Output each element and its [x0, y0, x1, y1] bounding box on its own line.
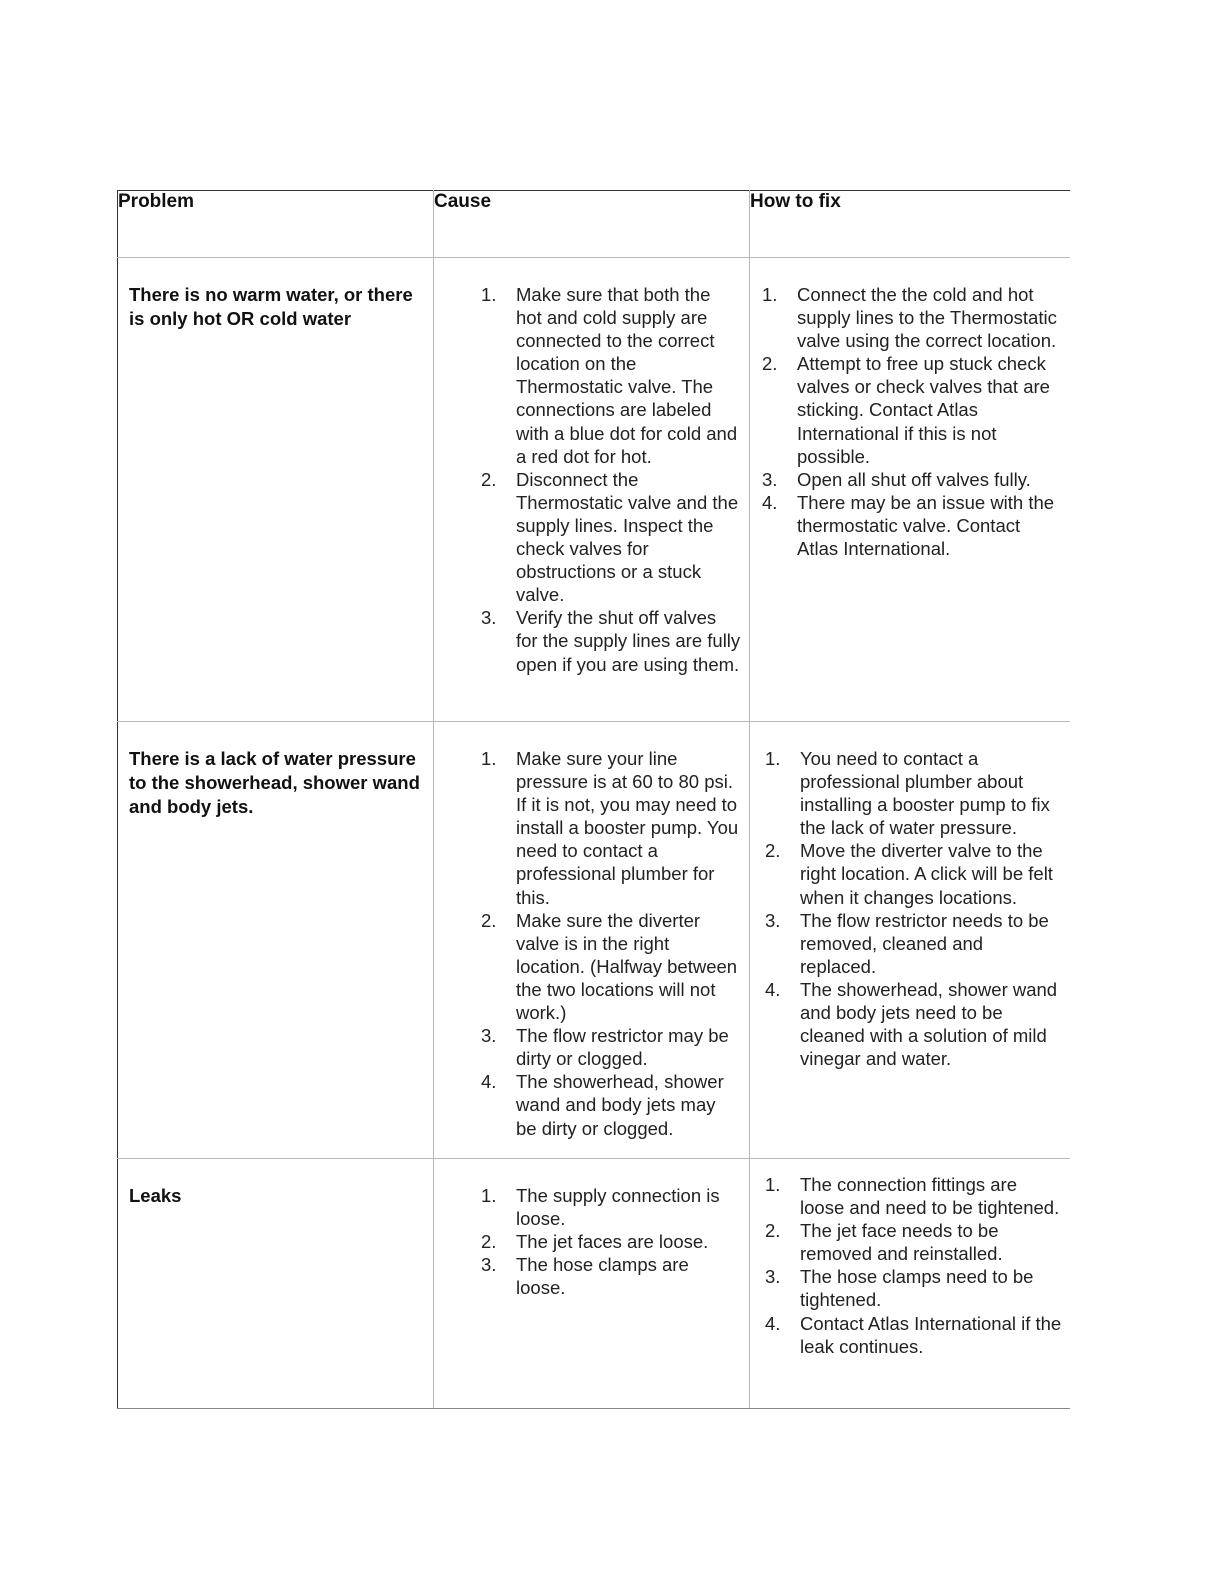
header-problem: Problem: [118, 191, 434, 258]
table-row: [118, 258, 1070, 722]
fix-list: [750, 747, 1070, 1070]
list-item: 2. The jet face needs to be removed and reinstalled.: [765, 1220, 1003, 1265]
list-item: 4. The showerhead, shower wand and body jets need to be cleaned with a solution of mild vinegar and water.: [765, 978, 1058, 1070]
list-item: 3. The flow restrictor may be dirty or clogged.: [481, 1025, 729, 1070]
list-item: 1. The supply connection is loose.: [481, 1185, 720, 1230]
list-item: 3. Verify the shut off valves for the supply lines are fully open if you are using them.: [481, 607, 741, 675]
fix-cell: [750, 1159, 1070, 1409]
list-item: 2. Attempt to free up stuck check valves or check valves that are sticking. Contact Atlas International if this is not possible.: [762, 353, 1050, 467]
table-row: [118, 722, 1070, 1159]
cause-list: [434, 1184, 749, 1299]
problem-cell: There is a lack of water pressure to the showerhead, shower wand and body jets.: [118, 722, 434, 1159]
table-header-row: [118, 191, 1070, 258]
list-item: 1. Make sure that both the hot and cold supply are connected to the correct location on the Thermostatic valve. The connections are labeled with a blue dot for cold and a red dot for hot.: [481, 284, 738, 467]
problem-cell: There is no warm water, or there is only hot OR cold water: [118, 258, 434, 722]
list-item: 1. The connection fittings are loose and need to be tightened.: [765, 1174, 1060, 1219]
problem-cell: Leaks: [118, 1159, 434, 1409]
cause-cell: [434, 1159, 750, 1409]
header-cause: Cause: [434, 191, 750, 258]
list-item: 4. There may be an issue with the thermostatic valve. Contact Atlas International.: [762, 491, 1055, 560]
list-item: 3. The hose clamps are loose.: [481, 1254, 689, 1299]
list-item: 1. Make sure your line pressure is at 60 to 80 psi. If it is not, you may need to install a booster pump. You need to contact a professional plumber for this.: [481, 748, 739, 908]
list-item: 4. Contact Atlas International if the leak continues.: [765, 1312, 1062, 1357]
list-item: 2. Move the diverter valve to the right location. A click will be felt when it changes locations.: [765, 840, 1053, 908]
table-row: [118, 1159, 1070, 1409]
cause-cell: [434, 722, 750, 1159]
list-item: 1. You need to contact a professional plumber about installing a booster pump to fix the lack of water pressure.: [765, 748, 1050, 839]
list-item: 2. The jet faces are loose.: [481, 1231, 709, 1253]
list-item: 3. Open all shut off valves fully.: [762, 468, 1031, 490]
list-item: 4. The showerhead, shower wand and body jets may be dirty or clogged.: [481, 1071, 724, 1139]
fix-cell: [750, 258, 1070, 722]
fix-list: [750, 283, 1070, 560]
list-item: 3. The hose clamps need to be tightened.: [765, 1266, 1034, 1311]
fix-cell: [750, 722, 1070, 1159]
list-item: 3. The flow restrictor needs to be removed, cleaned and replaced.: [765, 909, 1049, 977]
fix-list: [750, 1173, 1070, 1358]
cause-cell: [434, 258, 750, 722]
list-item: 1. Connect the the cold and hot supply lines to the Thermostatic valve using the correct location.: [762, 284, 1057, 352]
list-item: 2. Make sure the diverter valve is in the right location. (Halfway between the two locations will not work.): [481, 909, 738, 1024]
cause-list: [434, 747, 749, 1140]
cause-list: [434, 283, 749, 676]
list-item: 2. Disconnect the Thermostatic valve and the supply lines. Inspect the check valves for obstructions or a stuck valve.: [481, 468, 739, 606]
troubleshooting-table: [117, 190, 1070, 1409]
header-how-to-fix: How to fix: [750, 191, 1070, 258]
